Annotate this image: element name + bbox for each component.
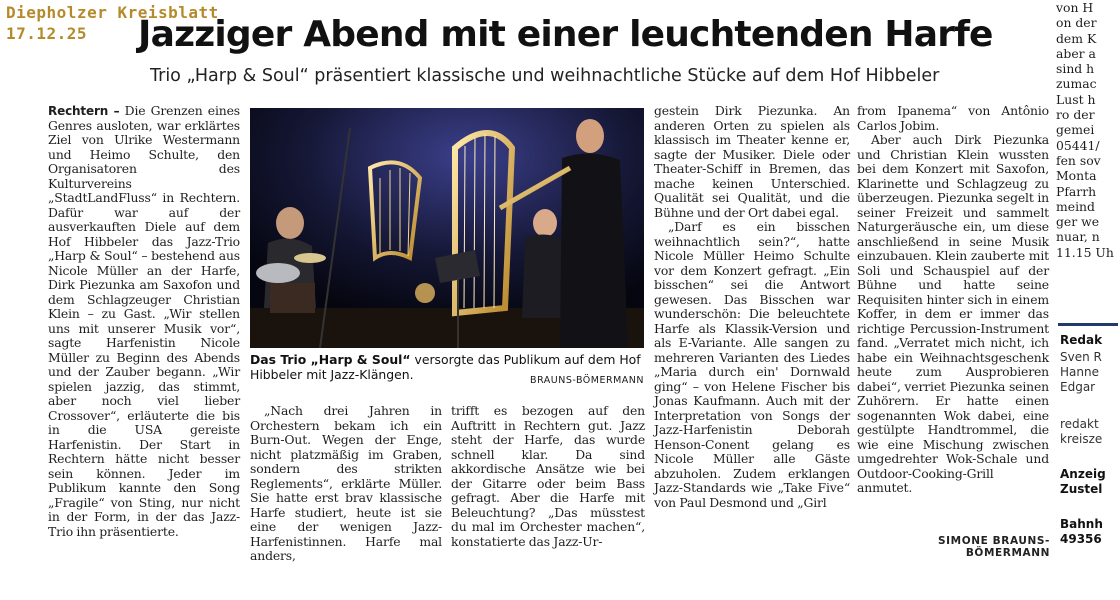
concert-photo-illustration [250,108,644,348]
sidebar-line: 05441/ [1056,137,1100,153]
column-3-text: trifft es bezogen auf den Auftritt in Rechtern gut. Jazz steht der Harfe, das wurde schnell klar. Da sind akkordische Ansätze wie bei der Gitarre oder beim Bass gefragt. Aber die Harfe mit Beleuchtung? „Das müsstest du mal im Orchester machen“, konstatierte das Jazz-Ur- [451,403,645,549]
article-headline: Jazziger Abend mit einer leuchtenden Harfe [138,14,993,55]
sidebar-line: dem K [1056,30,1097,46]
sidebar-line: ger we [1056,214,1100,230]
sidebar-redaktion-mail [1060,417,1120,447]
sidebar-line: Monta [1056,168,1097,184]
sidebar-line: fen sov [1056,152,1101,168]
article-column-4 [654,104,850,510]
sidebar-line: Lust h [1056,91,1096,107]
sidebar-line: sind h [1056,61,1095,77]
column-5-paragraph-1: from Ipanema“ von Antônio Carlos Jobim. [857,103,1049,133]
masthead-date: 17.12.25 [6,24,88,43]
sidebar-bahnhof-line: 49356 [1060,532,1102,546]
sidebar-line: meind [1056,198,1095,214]
sidebar-mail-line: kreisze [1060,432,1103,446]
concert-photo [250,108,644,348]
sidebar-line: nuar, n [1056,229,1100,245]
photo-caption-block [250,352,644,386]
sidebar-bahnhof-line: Bahnh [1060,517,1103,531]
photo-credit: BRAUNS-BÖMERMANN [530,375,644,386]
sidebar-redaktion-names [1060,350,1120,395]
column-2-text: „Nach drei Jahren in Orchestern bekam ich ein Burn-Out. Wegen der Enge, nicht platzmäßig im Graben, sondern des strikten Reglements“, erklärte Müller. Sie hatte erst brav klassische Harfe studiert, heute ist sie eine der wenigen Jazz-Harfenistinnen. Harfe mal anders, [250,403,442,563]
sidebar-line: 11.15 Uh [1056,244,1114,260]
article-subhead: Trio „Harp & Soul“ präsentiert klassische und weihnachtliche Stücke auf dem Hof Hibbeler [150,66,940,86]
column-1-text: Die Grenzen eines Genres ausloten, war erklärtes Ziel von Ulrike Westermann und Heimo Schulte, den Organisatoren des Kulturvereins „StadtLandFluss“ in Rechtern. Dafür war auf der ausverkauften Diele auf dem Hof Hibbeler das Jazz-Trio „Harp & Soul“ – bestehend aus Nicole Müller an der Harfe, Dirk Piezunka am Saxofon und dem Schlagzeuger Christian Klein – zu Gast. „Wir stellen uns mit unserer Musik vor“, sagte Harfenistin Nicole Müller zu Beginn des Abends und der Zauber begann. „Wir spielen jazzig, das stimmt, aber noch viel lieber Crossover“, erläuterte die bis in die USA gereiste Harfenistin. Der Start in Rechtern hätte nicht besser sein können. Jeder im Publikum kannte den Song „Fragile“ von Sting, nur nicht in der Form, in der das Jazz-Trio ihn präsentierte. [48,103,240,539]
article-column-5 [857,104,1049,496]
sidebar-line: von H [1056,0,1094,15]
author-byline: SIMONE BRAUNS-BÖMERMANN [938,535,1050,559]
sidebar-line: on der [1056,15,1097,31]
article-column-1 [48,104,240,539]
sidebar-divider [1058,323,1118,326]
sidebar-name: Sven R [1060,350,1102,364]
column-4-paragraph-1: gestein Dirk Piezunka. An anderen Orten zu spielen als klassisch im Theater kenne er, sagte der Musiker. Diele oder Theater-Schiff in Bremen, das mache keinen Unterschied. Qualität sei Qualität, und die Bühne und der Ort dabei egal. [654,103,850,220]
article-column-3 [451,404,645,549]
article-column-2 [250,404,442,564]
sidebar-mail-line: redakt [1060,417,1099,431]
caption-lead: Das Trio „Harp & Soul“ [250,352,411,367]
sidebar-cropped-article [1056,0,1116,270]
sidebar-line: aber a [1056,45,1096,61]
sidebar-name: Edgar [1060,380,1096,394]
column-4-paragraph-2: „Darf es ein bisschen weihnachtlich sein?“, hatte Nicole Müller Heimo Schulte vor dem Konzert gefragt. „Ein bisschen“ sei die Antwort gewesen. Das Bisschen war wunderschön: Die beleuchtete Harfe als Klassik-Version und als E-Variante. Alle sangen zu mehreren Varianten des Liedes „Maria durch ein' Dornwald ging“ – von Helene Fischer bis Jonas Kaufmann. Auch mit der Interpretation von Songs der Jazz-Harfenistin Deborah Henson-Conent gelang es Nicole Müller alle Gäste abzuholen. Zudem erklangen Jazz-Standards wie „Take Five“ von Paul Desmond und „Girl [654,219,850,510]
sidebar-line: zumac [1056,76,1097,92]
sidebar-bahnhof [1060,517,1120,547]
sidebar-line: Pfarrh [1056,183,1097,199]
sidebar-anzeigen-line: Anzeig [1060,467,1106,481]
sidebar-line: gemei [1056,122,1095,138]
dateline-place: Rechtern – [48,104,120,118]
column-5-paragraph-2: Aber auch Dirk Piezunka und Christian Klein wussten bei dem Konzert mit Saxofon, Klarinette und Schlagzeug zu überzeugen. Piezunka segelt in seiner Freizeit und sammelt Naturgeräusche ein, um diese anschließend in seine Musik einzubauen. Klein zauberte mit Soli und Schauspiel auf der Bühne und hatte seine Requisiten hinter sich in einem Koffer, in dem er immer das richtige Percussion-Instrument fand. „Verratet mich nicht, ich habe ein Weihnachtsgeschenk heute zum Ausprobieren dabei“, verriet Piezunka seinen Zuhörern. Er hatte einen sogenannten Wok dabei, eine gestülpte Handtrommel, die wie eine Mischung zwischen umgedrehter Wok-Schale und Outdoor-Cooking-Grill anmutet. [857,132,1049,495]
sidebar-line: ro der [1056,107,1095,123]
sidebar-anzeigen [1060,467,1120,497]
sidebar-redaktion-title: Redak [1060,333,1103,347]
caption-text: versorgte das Publikum auf dem Hof Hibbeler mit Jazz-Klängen. [250,352,641,382]
sidebar-name: Hanne [1060,365,1099,379]
masthead-paper-name: Diepholzer Kreisblatt [6,3,219,22]
sidebar-anzeigen-line: Zustel [1060,482,1103,496]
